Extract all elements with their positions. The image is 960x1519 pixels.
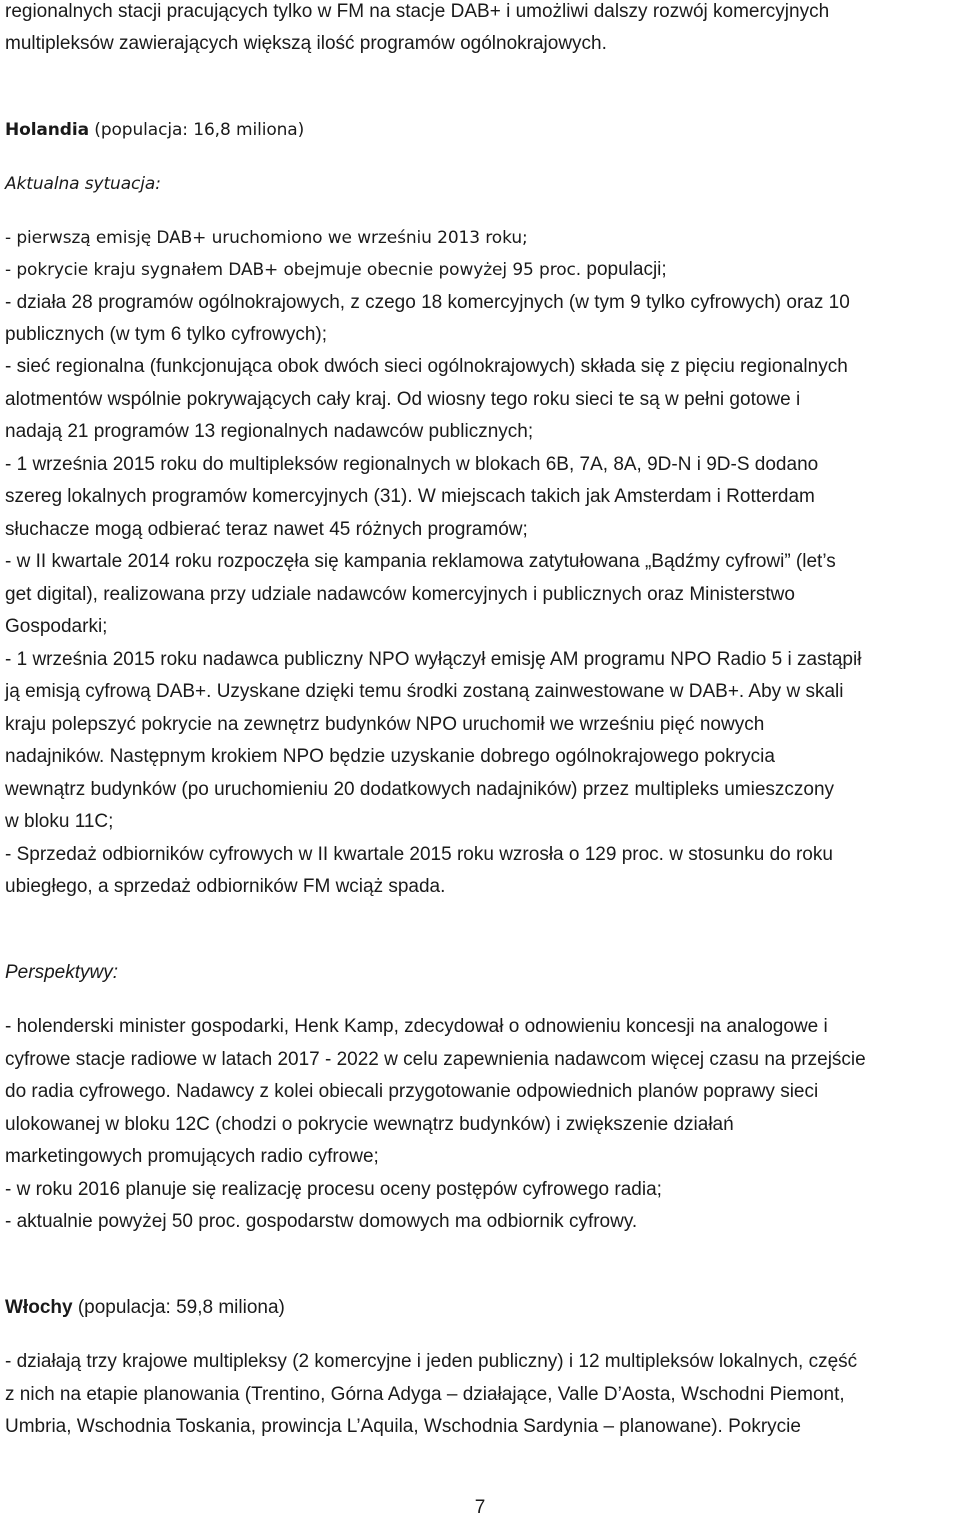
text-line: nadajników. Następnym krokiem NPO będzie uzyskanie dobrego ogólnokrajowego pokrycia bbox=[5, 746, 775, 767]
text-line: - w roku 2016 planuje się realizację procesu oceny postępów cyfrowego radia; bbox=[5, 1179, 662, 1200]
text-line: w bloku 11C; bbox=[5, 811, 114, 832]
subheading-perspektywy: Perspektywy: bbox=[5, 962, 118, 983]
text-line: - aktualnie powyżej 50 proc. gospodarstw domowych ma odbiornik cyfrowy. bbox=[5, 1211, 638, 1232]
text-line: regionalnych stacji pracujących tylko w FM na stacje DAB+ i umożliwi dalszy rozwój komercyjnych bbox=[5, 1, 830, 22]
text-line: wewnątrz budynków (po uruchomieniu 20 dodatkowych nadajników) przez multipleks umieszczony bbox=[5, 779, 835, 800]
text-line: nadają 21 programów 13 regionalnych nadawców publicznych; bbox=[5, 421, 534, 442]
text-line: - 1 września 2015 roku do multipleksów regionalnych w blokach 6B, 7A, 8A, 9D-N i 9D-S dodano bbox=[5, 454, 819, 475]
text-line: - Sprzedaż odbiorników cyfrowych w II kwartale 2015 roku wzrosła o 129 proc. w stosunku do roku bbox=[5, 844, 833, 865]
text-line: - 1 września 2015 roku nadawca publiczny NPO wyłączył emisję AM programu NPO Radio 5 i zastąpił bbox=[5, 649, 862, 670]
country-name: Włochy bbox=[5, 1297, 73, 1318]
text-line: z nich na etapie planowania (Trentino, Górna Adyga – działające, Valle D’Aosta, Wschodni Piemont, bbox=[5, 1384, 845, 1405]
country-name: Holandia bbox=[5, 120, 89, 140]
text-line: słuchacze mogą odbierać teraz nawet 45 różnych programów; bbox=[5, 519, 528, 540]
text-line: Umbria, Wschodnia Toskania, prowincja L’Aquila, Wschodnia Sardynia – planowane). Pokrycie bbox=[5, 1416, 801, 1437]
text-line: do radia cyfrowego. Nadawcy z kolei obiecali przygotowanie odpowiednich planów poprawy sieci bbox=[5, 1081, 819, 1102]
text-line: alotmentów wspólnie pokrywających cały kraj. Od wiosny tego roku sieci te są w pełni gotowe i bbox=[5, 389, 801, 410]
text-line: - holenderski minister gospodarki, Henk Kamp, zdecydował o odnowieniu koncesji na analogowe i bbox=[5, 1016, 828, 1037]
text-line: marketingowych promujących radio cyfrowe; bbox=[5, 1146, 379, 1167]
section-heading-holandia bbox=[5, 118, 960, 142]
text-line: multipleksów zawierających większą ilość programów ogólnokrajowych. bbox=[5, 33, 607, 54]
bullet-line bbox=[5, 258, 960, 282]
text-line: cyfrowe stacje radiowe w latach 2017 - 2022 w celu zapewnienia nadawcom więcej czasu na przejście bbox=[5, 1049, 866, 1070]
text-line: ulokowanej w bloku 12C (chodzi o pokrycie wewnątrz budynków) i zwiększenie działań bbox=[5, 1114, 734, 1135]
text-line: ją emisją cyfrową DAB+. Uzyskane dzięki temu środki zostaną zainwestowane w DAB+. Aby w skali bbox=[5, 681, 844, 702]
text-fragment: - pokrycie kraju sygnałem DAB+ obejmuje obecnie powyżej 95 proc. bbox=[5, 260, 582, 280]
text-line: get digital), realizowana przy udziale nadawców komercyjnych i publicznych oraz Ministerstwo bbox=[5, 584, 795, 605]
bullet-line: - pierwszą emisję DAB+ uruchomiono we wrześniu 2013 roku; bbox=[5, 228, 528, 248]
population-text: (populacja: 16,8 miliona) bbox=[88, 120, 305, 140]
text-fragment: populacji; bbox=[581, 259, 667, 280]
text-line: kraju polepszyć pokrycie na zewnętrz budynków NPO uruchomił we wrześniu pięć nowych bbox=[5, 714, 765, 735]
population-text: (populacja: 59,8 miliona) bbox=[72, 1297, 285, 1318]
text-line: - działają trzy krajowe multipleksy (2 komercyjne i jeden publiczny) i 12 multipleksów lokalnych, część bbox=[5, 1351, 858, 1372]
section-heading-wlochy bbox=[5, 1296, 960, 1320]
text-line: - działa 28 programów ogólnokrajowych, z czego 18 komercyjnych (w tym 9 tylko cyfrowych) oraz 10 bbox=[5, 292, 850, 313]
page-number: 7 bbox=[474, 1497, 486, 1518]
text-line: publicznych (w tym 6 tylko cyfrowych); bbox=[5, 324, 328, 345]
subheading: Aktualna sytuacja: bbox=[5, 174, 161, 194]
text-line: ubiegłego, a sprzedaż odbiorników FM wciąż spada. bbox=[5, 876, 446, 897]
text-line: szereg lokalnych programów komercyjnych (31). W miejscach takich jak Amsterdam i Rotterdam bbox=[5, 486, 815, 507]
text-line: Gospodarki; bbox=[5, 616, 108, 637]
text-line: - w II kwartale 2014 roku rozpoczęła się kampania reklamowa zatytułowana „Bądźmy cyfrowi” (let’s bbox=[5, 551, 836, 572]
text-line: - sieć regionalna (funkcjonująca obok dwóch sieci ogólnokrajowych) składa się z pięciu regionalnych bbox=[5, 356, 848, 377]
